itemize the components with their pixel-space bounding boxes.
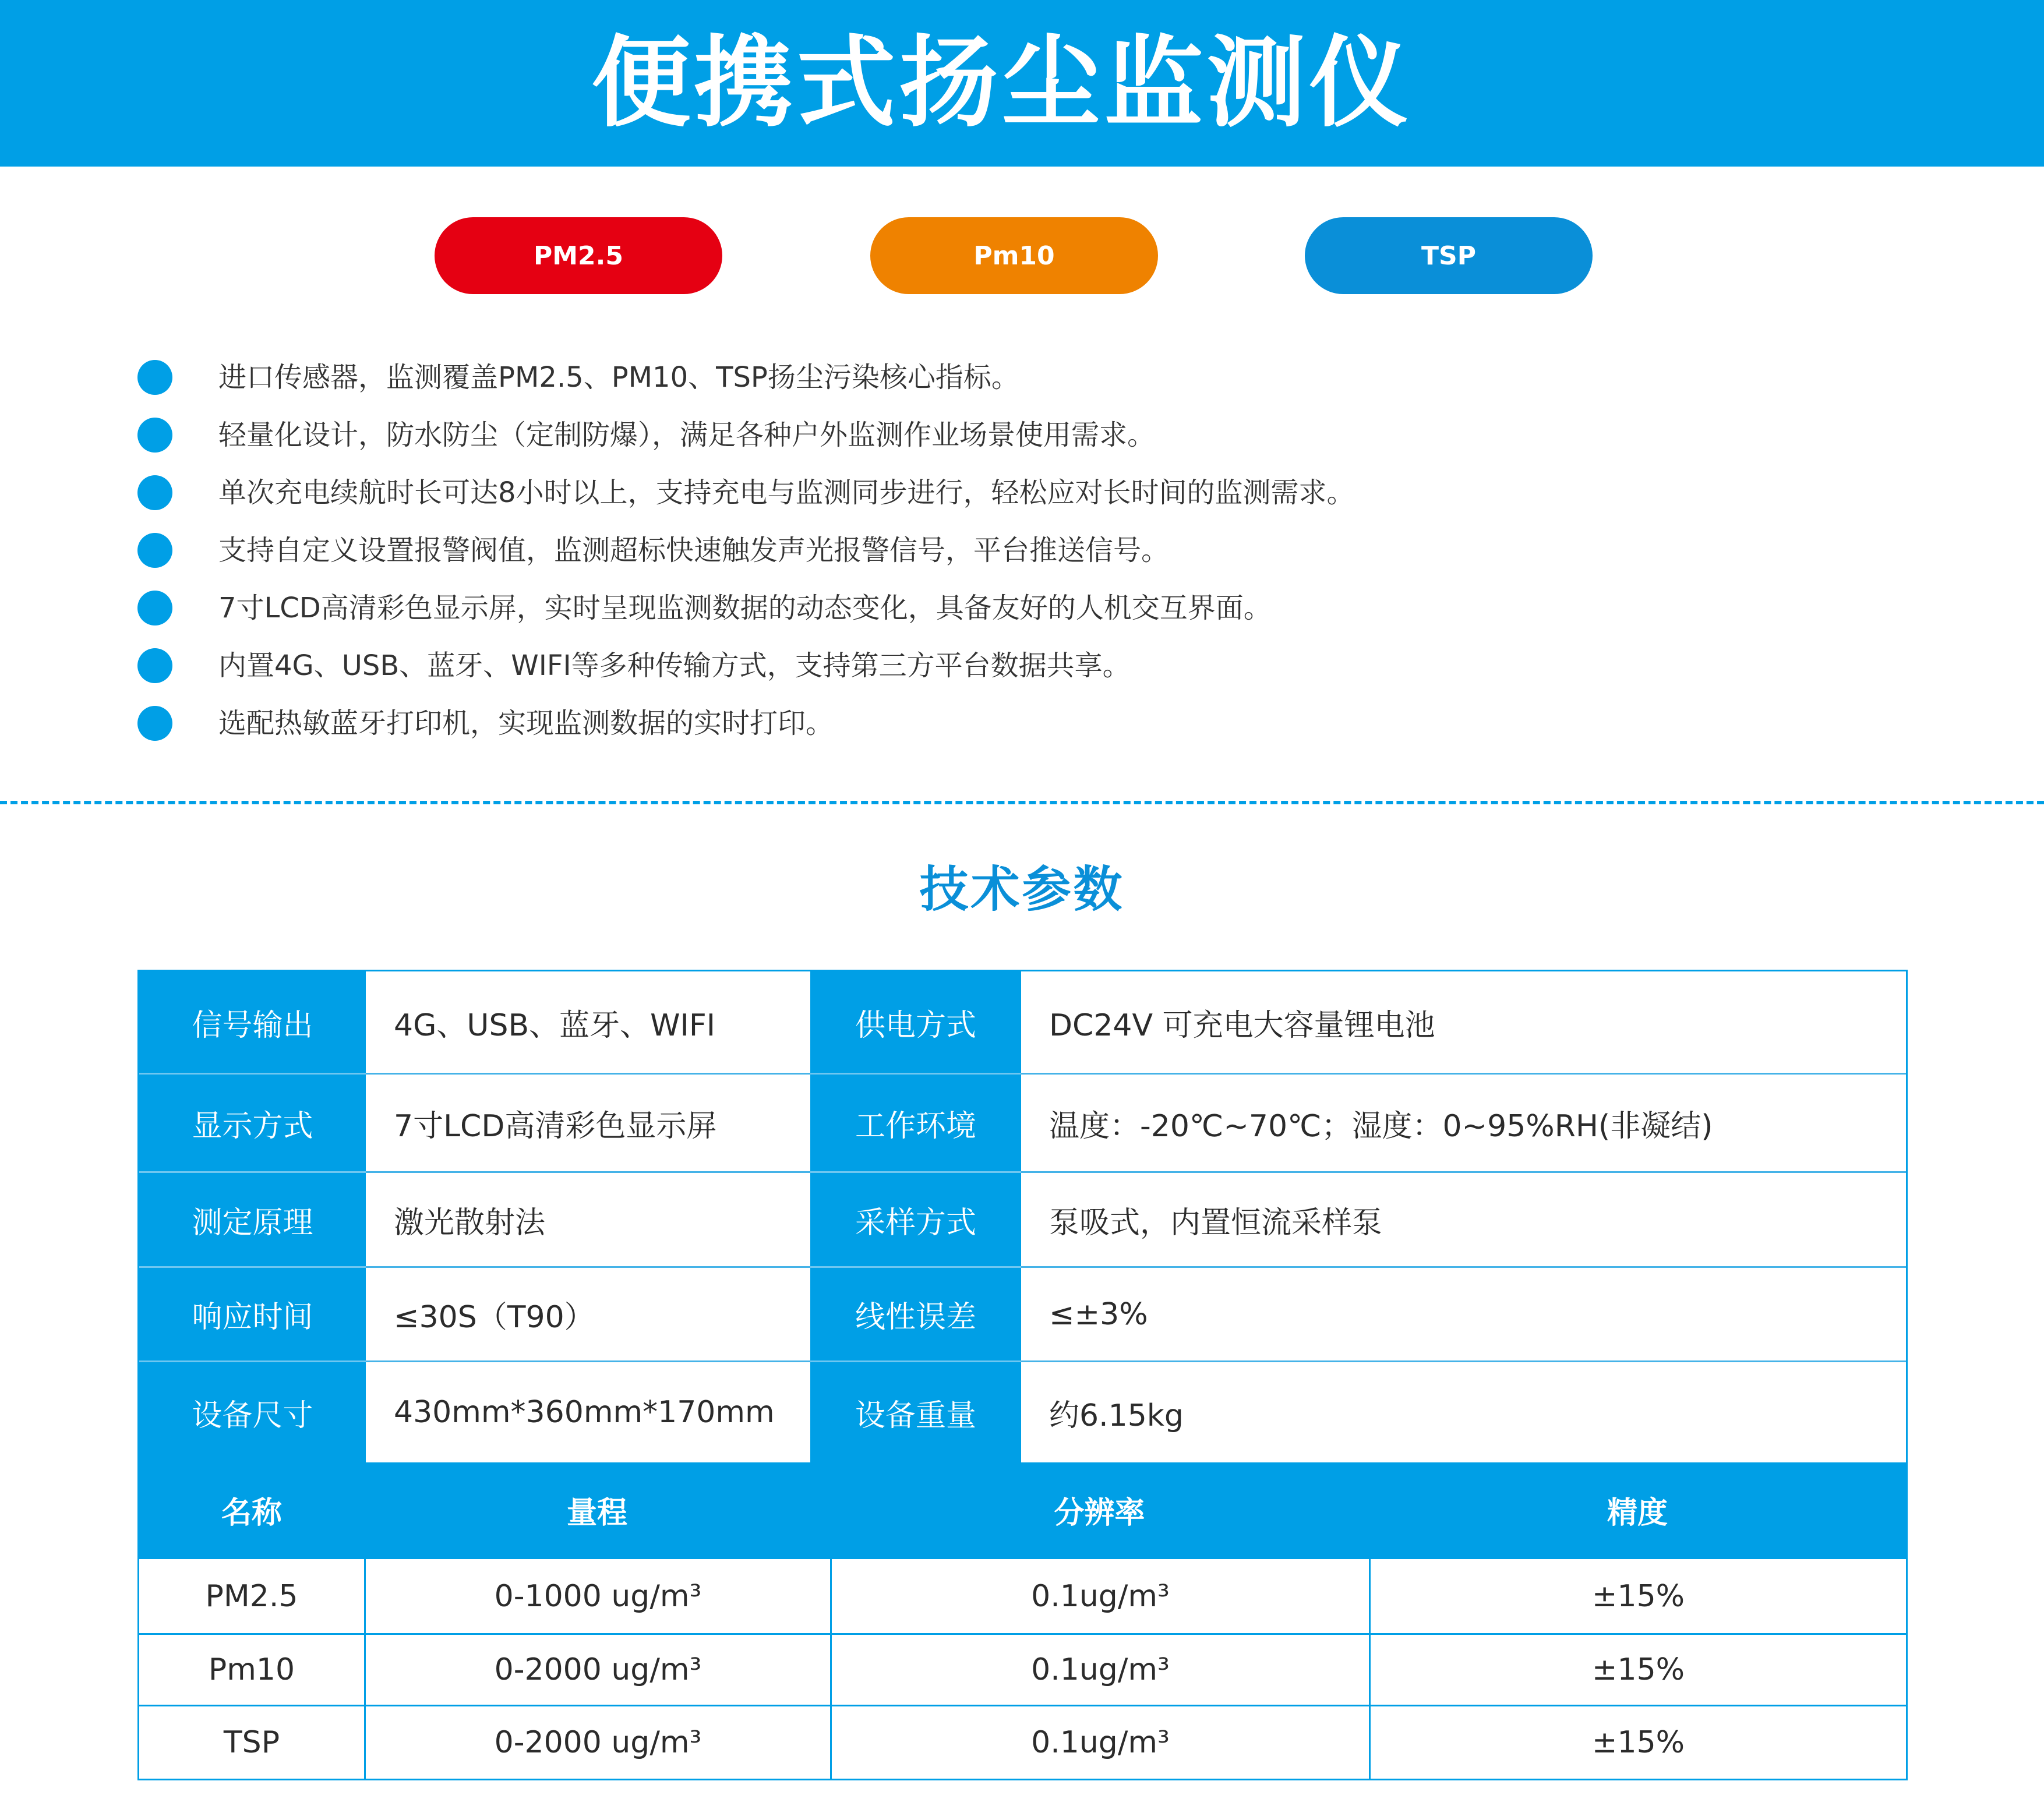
spec-value: ≤±3% [1021,1268,1906,1362]
spec-label: 设备尺寸 [139,1362,366,1462]
table-cell: 0-2000 ug/m³ [364,1706,830,1779]
section-title: 技术参数 [919,861,1125,918]
spec-row [139,971,1906,1075]
spec-value: 约6.15kg [1021,1362,1906,1462]
feature-text: 单次充电续航时长可达8小时以上，支持充电与监测同步进行，轻松应对长时间的监测需求。 [218,476,1355,509]
table-row [139,1633,1906,1705]
measurement-table [137,1462,1908,1780]
bullet-dot-icon [137,418,172,453]
spec-value: 430mm*360mm*170mm [366,1362,810,1462]
table-row [139,1705,1906,1779]
bullet-dot-icon [137,648,172,683]
table-cell: ±15% [1369,1635,1906,1705]
spec-row [139,1075,1906,1173]
bullet-dot-icon [137,475,172,510]
spec-label: 采样方式 [810,1173,1021,1268]
dashed-divider [0,801,2044,804]
feature-text: 进口传感器，监测覆盖PM2.5、PM10、TSP扬尘污染核心指标。 [218,361,1019,394]
feature-text: 7寸LCD高清彩色显示屏，实时呈现监测数据的动态变化，具备友好的人机交互界面。 [218,592,1272,624]
table-cell: 0-2000 ug/m³ [364,1635,830,1705]
feature-item [0,413,1631,471]
table-cell: 0.1ug/m³ [830,1559,1369,1633]
spec-label: 响应时间 [139,1268,366,1362]
spec-value: 7寸LCD高清彩色显示屏 [366,1075,810,1173]
feature-item [0,355,1631,413]
spec-label: 工作环境 [810,1075,1021,1173]
tsp-badge: TSP [1305,217,1593,294]
feature-item [0,471,1631,528]
spec-value: 4G、USB、蓝牙、WIFI [366,971,810,1075]
table-cell: 0.1ug/m³ [830,1706,1369,1779]
feature-text: 支持自定义设置报警阀值，监测超标快速触发声光报警信号，平台推送信号。 [218,534,1170,567]
measurement-header-row [139,1462,1906,1557]
column-header: 量程 [566,1496,627,1531]
spec-label: 测定原理 [139,1173,366,1268]
spec-row [139,1173,1906,1268]
bullet-dot-icon [137,533,172,568]
feature-item [0,701,1631,759]
feature-text: 选配热敏蓝牙打印机，实现监测数据的实时打印。 [218,707,834,740]
spec-value: 泵吸式，内置恒流采样泵 [1021,1173,1906,1268]
spec-label: 显示方式 [139,1075,366,1173]
table-cell: PM2.5 [205,1578,298,1614]
spec-row [139,1362,1906,1462]
pm10-badge: Pm10 [870,217,1158,294]
column-header: 精度 [1607,1496,1668,1531]
column-header: 分辨率 [1054,1496,1145,1531]
page-header [0,0,2044,167]
pm25-badge: PM2.5 [435,217,722,294]
table-cell: 0-1000 ug/m³ [364,1559,830,1633]
table-row [139,1557,1906,1633]
spec-value: ≤30S（T90） [366,1268,810,1362]
spec-label: 供电方式 [810,971,1021,1075]
spec-value: 激光散射法 [366,1173,810,1268]
bullet-dot-icon [137,706,172,741]
spec-label: 信号输出 [139,971,366,1075]
page-title: 便携式扬尘监测仪 [591,26,1412,141]
spec-value: 温度：-20℃~70℃；湿度：0~95%RH(非凝结) [1021,1075,1906,1173]
feature-item [0,528,1631,586]
feature-item [0,644,1631,701]
column-header: 名称 [221,1496,282,1531]
spec-label: 设备重量 [810,1362,1021,1462]
table-cell: ±15% [1369,1559,1906,1633]
table-cell: Pm10 [208,1652,295,1687]
bullet-dot-icon [137,360,172,395]
spec-row [139,1268,1906,1362]
feature-text: 内置4G、USB、蓝牙、WIFI等多种传输方式，支持第三方平台数据共享。 [218,649,1131,682]
feature-item [0,586,1631,644]
spec-label: 线性误差 [810,1268,1021,1362]
feature-text: 轻量化设计，防水防尘（定制防爆），满足各种户外监测作业场景使用需求。 [218,419,1156,451]
spec-table [137,970,1908,1462]
table-cell: ±15% [1369,1706,1906,1779]
table-cell: 0.1ug/m³ [830,1635,1369,1705]
spec-value: DC24V 可充电大容量锂电池 [1021,971,1906,1075]
bullet-dot-icon [137,591,172,625]
table-cell: TSP [223,1725,280,1760]
